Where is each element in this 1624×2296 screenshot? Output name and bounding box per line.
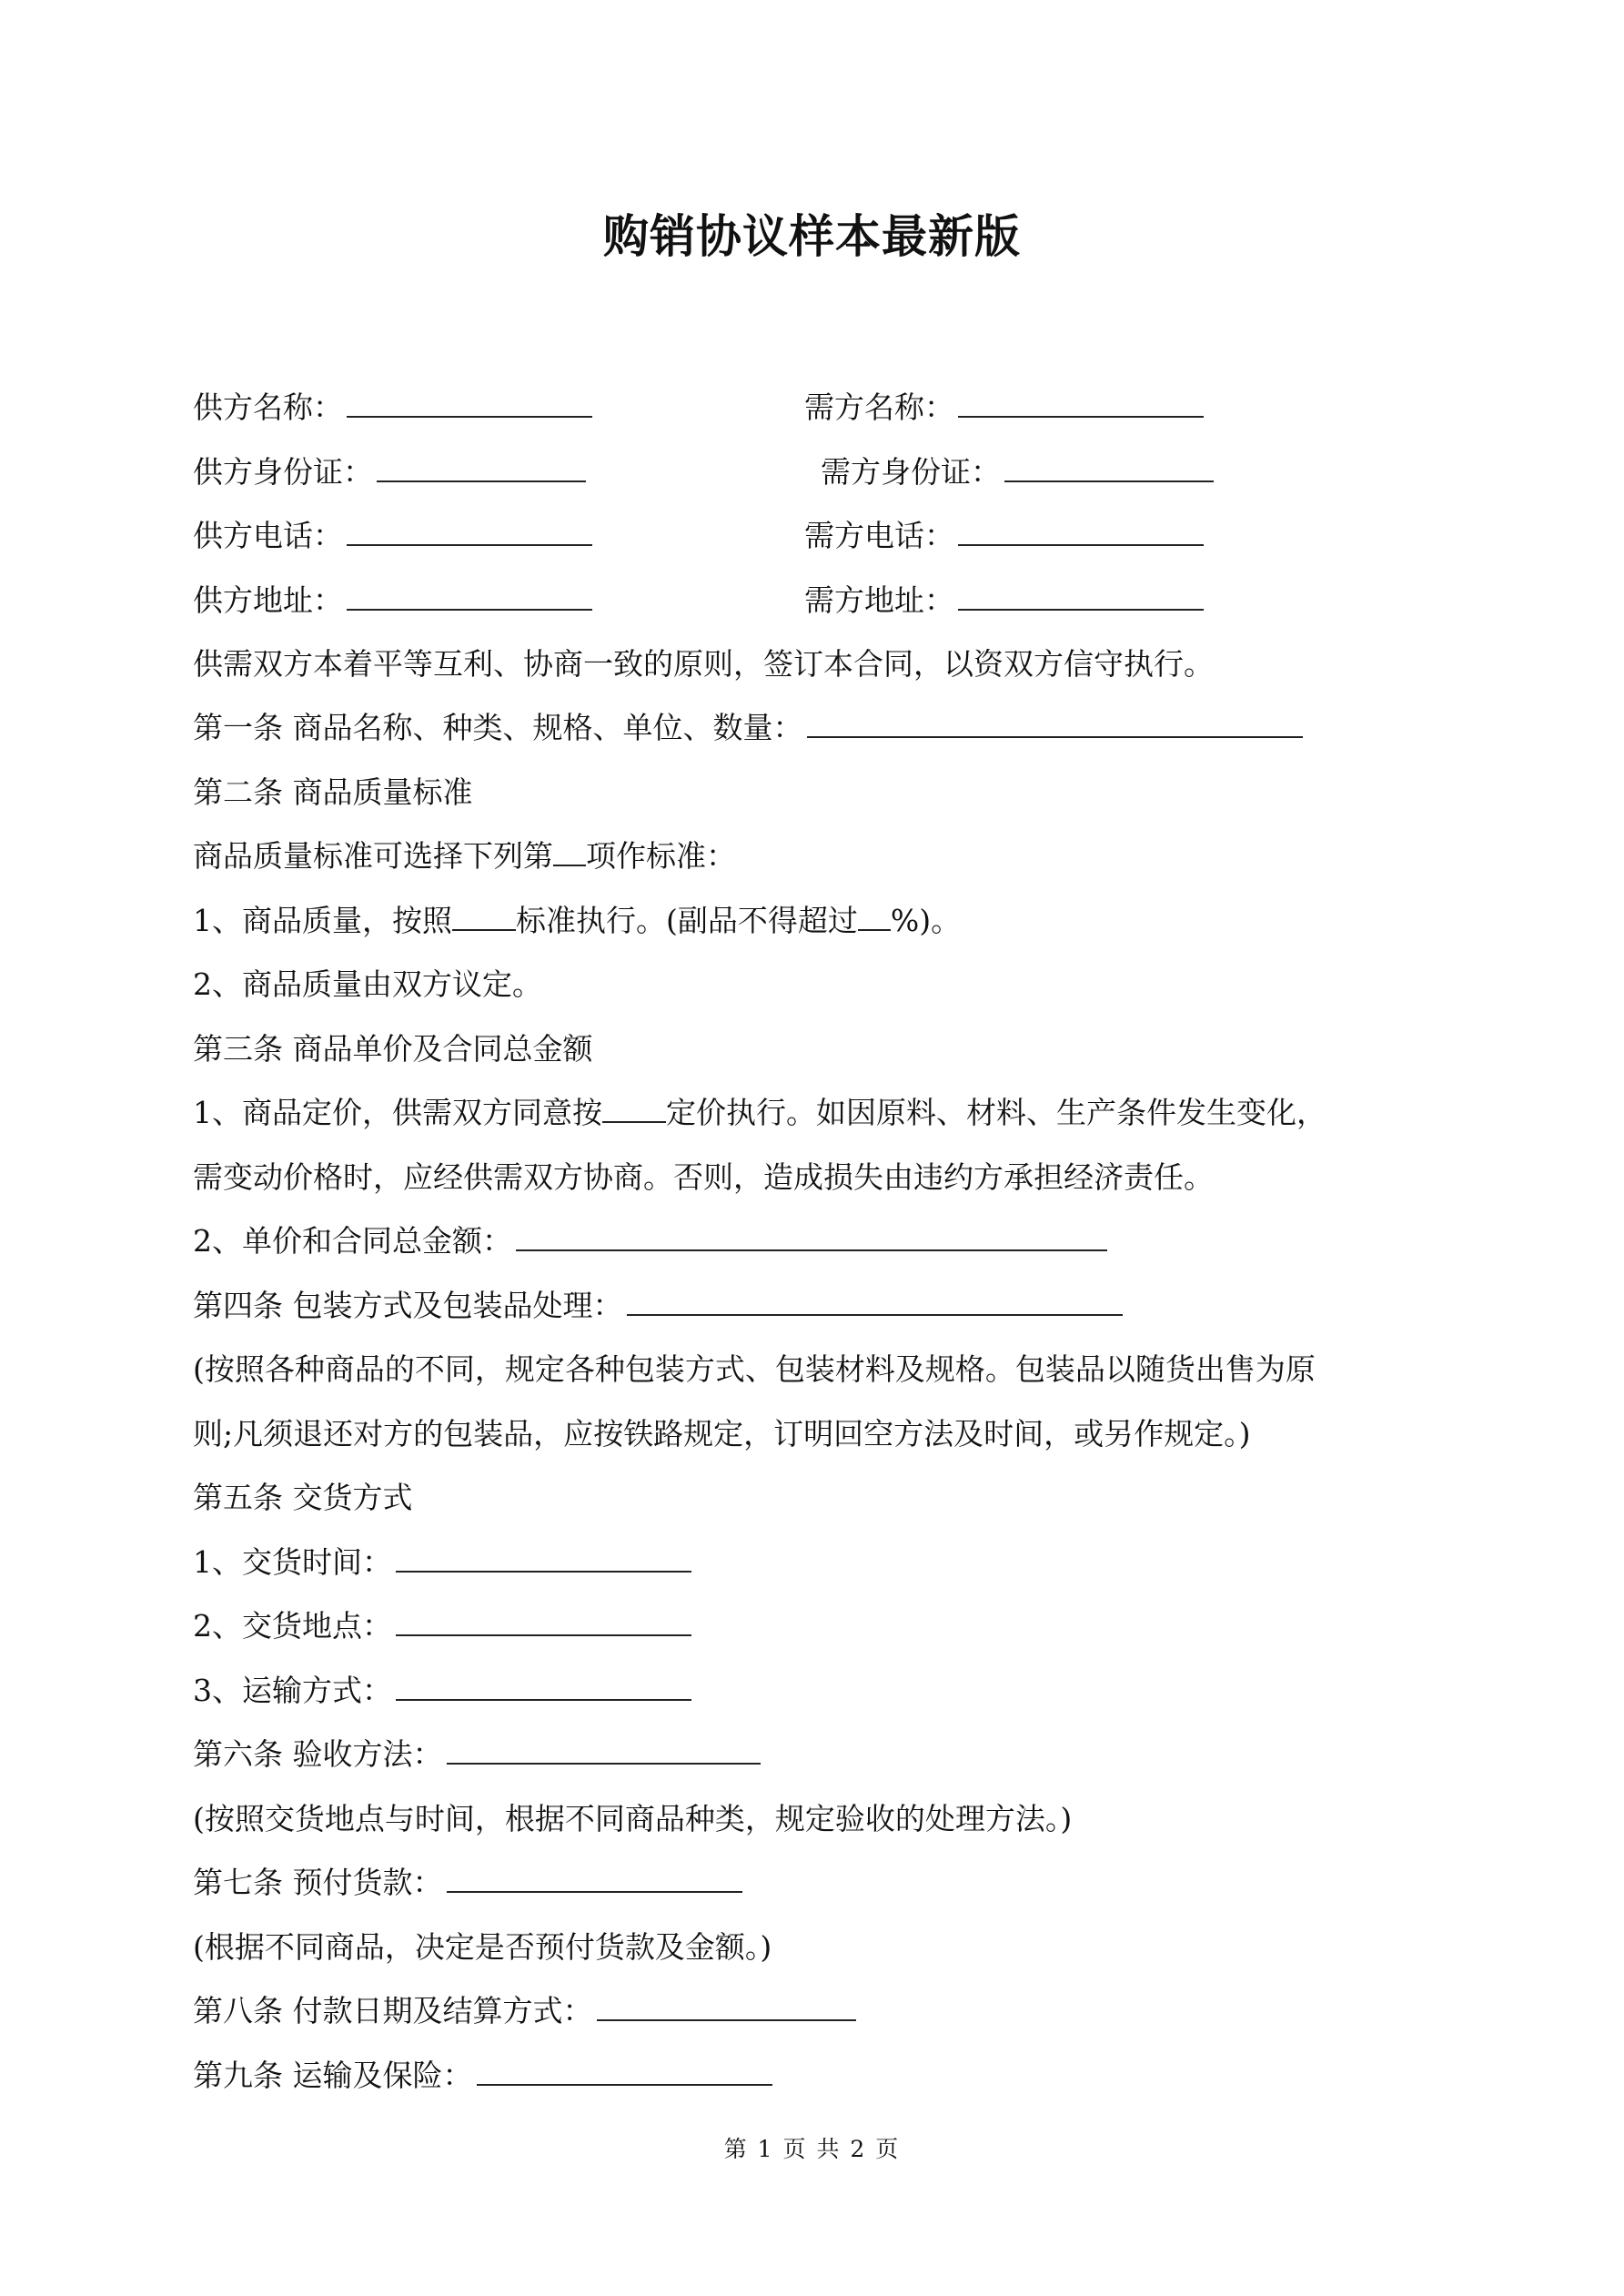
buyer-name-label: 需方名称： <box>804 389 954 425</box>
article-4-text: 第四条 包装方式及包装品处理： <box>193 1288 623 1323</box>
buyer-phone-label: 需方电话： <box>804 518 954 553</box>
buyer-id-blank[interactable] <box>1004 453 1214 482</box>
article-2-item-2: 2、商品质量由双方议定。 <box>193 966 542 1002</box>
buyer-address-label: 需方地址： <box>804 582 954 618</box>
document-title: 购销协议样本最新版 <box>603 209 1021 263</box>
article-5-heading: 第五条 交货方式 <box>193 1480 413 1515</box>
buyer-address-blank[interactable] <box>958 582 1204 611</box>
article-6-note: (按照交货地点与时间，根据不同商品种类，规定验收的处理方法。) <box>193 1801 1073 1836</box>
transport-insurance-blank[interactable] <box>477 2057 772 2086</box>
article-8-row <box>193 1990 856 2032</box>
article-5-item-2-text: 2、交货地点： <box>193 1608 392 1644</box>
article-7-text: 第七条 预付货款： <box>193 1865 443 1900</box>
article-2-item-1-b: 标准执行。(副品不得超过 <box>516 903 858 938</box>
article-1-row <box>193 707 1303 749</box>
supplier-address-label: 供方地址： <box>193 582 343 618</box>
article-8-text: 第八条 付款日期及结算方式： <box>193 1993 593 2028</box>
article-2-option-blank[interactable] <box>553 837 586 866</box>
page-number: 第 1 页 共 2 页 <box>723 2136 901 2162</box>
article-2-item-1-a: 1、商品质量，按照 <box>193 903 452 938</box>
article-2-item-1-row <box>193 900 961 942</box>
article-4-note-line-1: (按照各种商品的不同，规定各种包装方式、包装材料及规格。包装品以随货出售为原 <box>193 1351 1316 1387</box>
article-2-intro-row <box>193 835 736 877</box>
payment-terms-blank[interactable] <box>597 1992 856 2021</box>
article-5-item-1-row <box>193 1542 691 1583</box>
article-2-percent-blank[interactable] <box>858 902 891 931</box>
acceptance-method-blank[interactable] <box>447 1735 761 1765</box>
delivery-time-blank[interactable] <box>396 1543 691 1573</box>
prepayment-blank[interactable] <box>447 1864 742 1893</box>
buyer-id-row <box>821 451 1214 493</box>
article-5-item-3-row <box>193 1670 691 1712</box>
buyer-id-label: 需方身份证： <box>821 454 1001 490</box>
article-4-blank[interactable] <box>627 1287 1123 1316</box>
article-5-item-1-text: 1、交货时间： <box>193 1544 392 1580</box>
article-2-item-1-c: %)。 <box>890 903 962 938</box>
article-3-pricing-blank[interactable] <box>602 1094 666 1123</box>
article-5-item-2-row <box>193 1605 691 1647</box>
buyer-address-row <box>804 580 1204 622</box>
article-5-item-3-text: 3、运输方式： <box>193 1673 392 1708</box>
article-1-blank[interactable] <box>807 709 1303 738</box>
supplier-id-label: 供方身份证： <box>193 454 373 490</box>
article-2-heading: 第二条 商品质量标准 <box>193 774 473 810</box>
article-9-text: 第九条 运输及保险： <box>193 2058 473 2093</box>
buyer-phone-blank[interactable] <box>958 517 1204 546</box>
supplier-name-label: 供方名称： <box>193 389 343 425</box>
supplier-id-blank[interactable] <box>377 453 586 482</box>
article-3-total-blank[interactable] <box>516 1222 1107 1251</box>
article-3-item-2-row <box>193 1220 1107 1262</box>
supplier-name-blank[interactable] <box>347 389 592 418</box>
intro-paragraph: 供需双方本着平等互利、协商一致的原则，签订本合同，以资双方信守执行。 <box>193 646 1214 682</box>
supplier-address-blank[interactable] <box>347 582 592 611</box>
buyer-phone-row <box>804 515 1204 557</box>
supplier-address-row <box>193 580 592 622</box>
buyer-name-blank[interactable] <box>958 389 1204 418</box>
article-7-note: (根据不同商品，决定是否预付货款及金额。) <box>193 1929 772 1965</box>
article-3-item-1-continued: 需变动价格时，应经供需双方协商。否则，造成损失由违约方承担经济责任。 <box>193 1159 1214 1195</box>
article-2-standard-blank[interactable] <box>452 902 516 931</box>
buyer-name-row <box>804 387 1204 429</box>
delivery-place-blank[interactable] <box>396 1607 691 1636</box>
article-2-intro-a: 商品质量标准可选择下列第 <box>193 838 553 874</box>
supplier-phone-label: 供方电话： <box>193 518 343 553</box>
supplier-phone-row <box>193 515 592 557</box>
article-4-note-line-2: 则;凡须退还对方的包装品，应按铁路规定，订明回空方法及时间，或另作规定。) <box>193 1416 1251 1451</box>
article-3-item-1-b: 定价执行。如因原料、材料、生产条件发生变化， <box>666 1095 1326 1130</box>
article-9-row <box>193 2055 772 2097</box>
supplier-id-row <box>193 451 586 493</box>
article-3-item-2-text: 2、单价和合同总金额： <box>193 1223 512 1259</box>
article-3-item-1-row <box>193 1092 1326 1134</box>
supplier-phone-blank[interactable] <box>347 517 592 546</box>
article-6-row <box>193 1734 761 1775</box>
article-4-row <box>193 1285 1123 1327</box>
article-6-text: 第六条 验收方法： <box>193 1736 443 1772</box>
transport-method-blank[interactable] <box>396 1672 691 1701</box>
article-1-text: 第一条 商品名称、种类、规格、单位、数量： <box>193 710 803 745</box>
article-7-row <box>193 1862 742 1904</box>
supplier-name-row <box>193 387 592 429</box>
article-3-heading: 第三条 商品单价及合同总金额 <box>193 1031 593 1067</box>
article-2-intro-b: 项作标准： <box>586 838 736 874</box>
article-3-item-1-a: 1、商品定价，供需双方同意按 <box>193 1095 602 1130</box>
